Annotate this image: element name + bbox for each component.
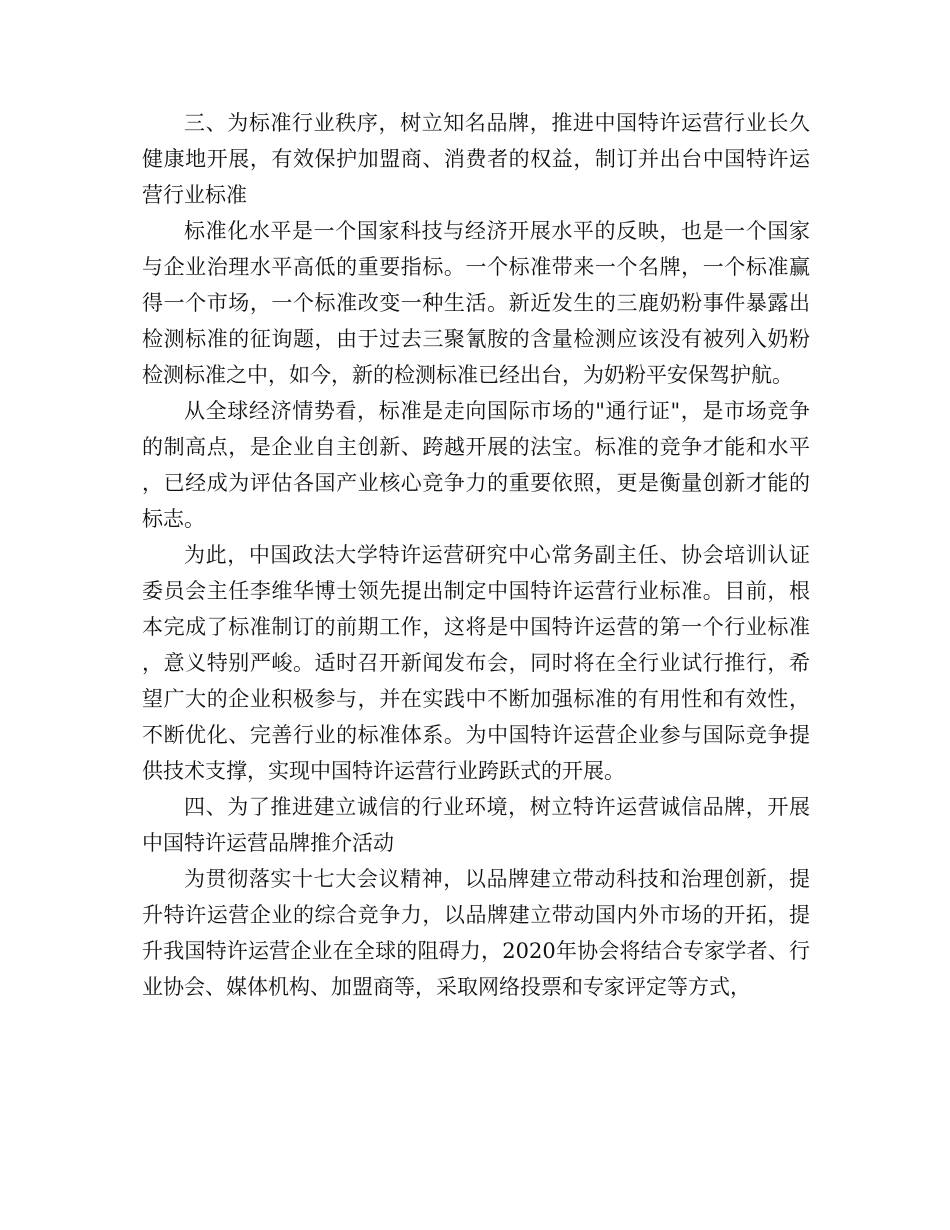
paragraph-global-economy: 从全球经济情势看，标准是走向国际市场的"通行证"，是市场竞争的制高点，是企业自主创新、跨越开展的法宝。标准的竞争才能和水平，已经成为评估各国产业核心竞争力的重要依照，更是衡量创新才能的标志。 (142, 399, 810, 531)
paragraph-section-three-heading: 三、为标准行业秩序，树立知名品牌，推进中国特许运营行业长久健康地开展，有效保护加盟商、消费者的权益，制订并出台中国特许运营行业标准 (142, 111, 810, 207)
paragraph-brand-promotion: 为贯彻落实十七大会议精神，以品牌建立带动科技和治理创新，提升特许运营企业的综合竞争力，以品牌建立带动国内外市场的开拓，提升我国特许运营企业在全球的阻碍力，2020年协会将结合专家学者、行业协会、媒体机构、加盟商等，采取网络投票和专家评定等方式， (142, 867, 810, 999)
paragraph-section-four-heading: 四、为了推进建立诚信的行业环境，树立特许运营诚信品牌，开展中国特许运营品牌推介活动 (142, 795, 810, 855)
paragraph-standardization-level: 标准化水平是一个国家科技与经济开展水平的反映，也是一个国家与企业治理水平高低的重要指标。一个标准带来一个名牌，一个标准赢得一个市场，一个标准改变一种生活。新近发生的三鹿奶粉事件暴露出检测标准的征询题，由于过去三聚氰胺的含量检测应该没有被列入奶粉检测标准之中，如今，新的检测标准已经出台，为奶粉平安保驾护航。 (142, 219, 810, 387)
paragraph-industry-standard-proposal: 为此，中国政法大学特许运营研究中心常务副主任、协会培训认证委员会主任李维华博士领先提出制定中国特许运营行业标准。目前，根本完成了标准制订的前期工作，这将是中国特许运营的第一个行业标准，意义特别严峻。适时召开新闻发布会，同时将在全行业试行推行，希望广大的企业积极参与，并在实践中不断加强标准的有用性和有效性，不断优化、完善行业的标准体系。为中国特许运营企业参与国际竞争提供技术支撑，实现中国特许运营行业跨跃式的开展。 (142, 543, 810, 783)
document-body (142, 105, 810, 1005)
